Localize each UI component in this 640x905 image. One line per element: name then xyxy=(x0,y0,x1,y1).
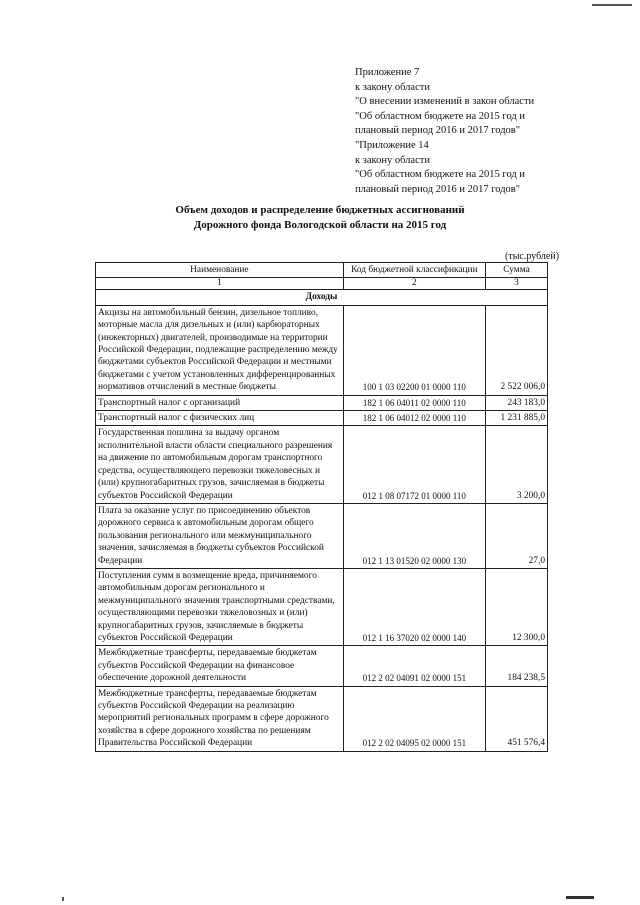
table-row xyxy=(96,426,548,503)
table-header-row xyxy=(96,263,548,278)
row-sum: 184 238,5 xyxy=(485,646,547,686)
appendix-line: "Об областном бюджете на 2015 год и xyxy=(355,169,526,181)
row-code: 182 1 06 04011 02 0000 110 xyxy=(343,395,485,410)
row-name: Межбюджетные трансферты, передаваемые бюджетам субъектов Российской Федерации на реализацию мероприятий региональных программ в сфере дорожного хозяйства в сфере дорожного хозяйства по решениям Правительства Российской Федерации xyxy=(96,686,344,751)
appendix-line: "Об областном бюджете на 2015 год и xyxy=(355,110,526,122)
row-sum: 1 231 885,0 xyxy=(485,411,547,426)
row-name: Государственная пошлина за выдачу органом исполнительной власти области специального разрешения на движение по автомобильным дорогам транспортного средства, осуществляющего перевозки тяжеловесных и (или) крупногабаритных грузов, зачисляемая в бюджеты субъектов Российской Федерации xyxy=(96,426,344,503)
row-name: Транспортный налог с организаций xyxy=(96,395,344,410)
column-number-row xyxy=(96,278,548,290)
scan-artifact xyxy=(62,897,64,901)
row-sum: 3 200,0 xyxy=(485,426,547,503)
budget-table xyxy=(95,262,548,752)
row-name: Плата за оказание услуг по присоединению объектов дорожного сервиса к автомобильным дорогам общего пользования регионального или межмуниципального значения, зачисляемая в бюджеты субъектов Российской Федерации xyxy=(96,503,344,568)
appendix-line: плановый период 2016 и 2017 годов" xyxy=(355,125,521,137)
section-row xyxy=(96,290,548,305)
row-code: 012 1 16 37020 02 0000 140 xyxy=(343,568,485,645)
units-label: (тыс.рублей) xyxy=(505,251,560,262)
row-code: 012 1 13 01520 02 0000 130 xyxy=(343,503,485,568)
row-code: 012 2 02 04091 02 0000 151 xyxy=(343,646,485,686)
row-sum: 2 522 006,0 xyxy=(485,305,547,395)
appendix-line: "О внесении изменений в закон области xyxy=(355,96,535,108)
table-row xyxy=(96,646,548,686)
row-sum: 27,0 xyxy=(485,503,547,568)
section-title: Доходы xyxy=(96,290,548,305)
appendix-header xyxy=(355,66,625,197)
document-title xyxy=(100,203,540,233)
column-number: 1 xyxy=(96,278,344,290)
row-name: Транспортный налог с физических лиц xyxy=(96,411,344,426)
table-row xyxy=(96,503,548,568)
row-code: 100 1 03 02200 01 0000 110 xyxy=(343,305,485,395)
row-name: Межбюджетные трансферты, передаваемые бюджетам субъектов Российской Федерации на финансовое обеспечение дорожной деятельности xyxy=(96,646,344,686)
row-name: Поступления сумм в возмещение вреда, причиняемого автомобильным дорогам регионального и межмуниципального значения транспортными средствами, осуществляющими перевозки тяжеловозных и (или) крупногабаритных грузов, зачисляемые в бюджеты субъектов Российской Федерации xyxy=(96,568,344,645)
column-number: 2 xyxy=(343,278,485,290)
title-line-2: Дорожного фонда Вологодской области на 2015 год xyxy=(193,219,447,231)
header-name: Наименование xyxy=(96,263,344,278)
row-name: Акцизы на автомобильный бензин, дизельное топливо, моторные масла для дизельных и (или) карбюраторных (инжекторных) двигателей, производимые на территории Российской Федерации, подлежащие распределению между бюджетами субъектов Российской Федерации и местными бюджетами с учетом установленных дифференцированных нормативов отчислений в местные бюджеты xyxy=(96,305,344,395)
row-code: 182 1 06 04012 02 0000 110 xyxy=(343,411,485,426)
header-code: Код бюджетной классификации xyxy=(343,263,485,278)
row-sum: 451 576,4 xyxy=(485,686,547,751)
column-number: 3 xyxy=(485,278,547,290)
scan-artifact xyxy=(566,896,594,899)
appendix-line: "Приложение 14 xyxy=(355,139,429,151)
appendix-line: Приложение 7 xyxy=(355,67,420,78)
row-sum: 243 183,0 xyxy=(485,395,547,410)
row-code: 012 1 08 07172 01 0000 110 xyxy=(343,426,485,503)
table-row xyxy=(96,305,548,395)
appendix-line: к закону области xyxy=(355,81,430,93)
table-row xyxy=(96,568,548,645)
scan-artifact xyxy=(592,4,632,6)
appendix-line: плановый период 2016 и 2017 годов" xyxy=(355,183,521,195)
table-row xyxy=(96,686,548,751)
title-line-1: Объем доходов и распределение бюджетных ассигнований xyxy=(175,204,465,216)
table-row xyxy=(96,411,548,426)
row-sum: 12 300,0 xyxy=(485,568,547,645)
header-sum: Сумма xyxy=(485,263,547,278)
appendix-line: к закону области xyxy=(355,154,430,166)
table-row xyxy=(96,395,548,410)
row-code: 012 2 02 04095 02 0000 151 xyxy=(343,686,485,751)
